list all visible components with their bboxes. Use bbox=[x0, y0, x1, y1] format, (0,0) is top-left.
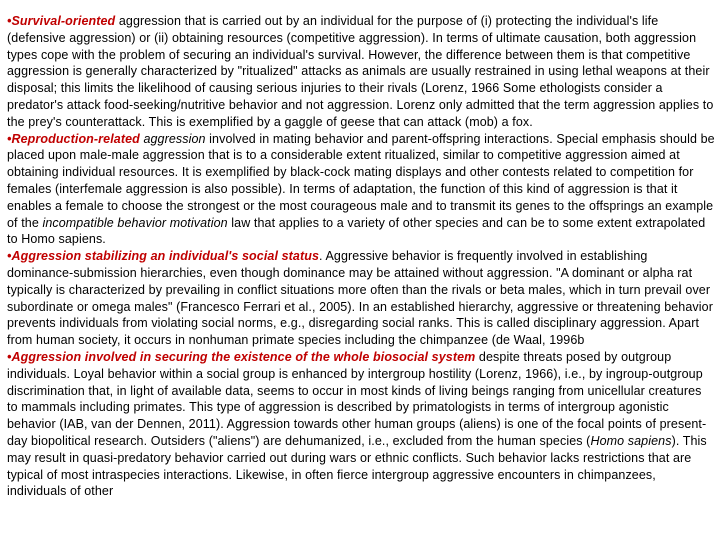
lead-term: •Aggression involved in securing the existence of the whole biosocial system bbox=[7, 349, 476, 364]
lead-term: •Reproduction-related bbox=[7, 131, 140, 146]
paragraph-reproduction-related bbox=[7, 131, 715, 249]
body-text: involved in mating behavior and parent-offspring interactions. Special emphasis should be placed upon male-male aggression that is to a considerable extent ritualized, similar to competitive aggression aimed at obtaining individual resources. It is exemplified by black-cock mating displays and other contests related to competition for females (interfemale aggression is also possible). In terms of adaptation, the function of this kind of aggression is that it enables a female to choose the strongest or the most courageous male and to transmit its genes to the offsprings an example of the bbox=[7, 131, 715, 230]
paragraph-social-status bbox=[7, 248, 715, 349]
italic-text: aggression bbox=[139, 131, 206, 146]
body-text: . Aggressive behavior is frequently involved in establishing dominance-submission hierarchies, even though dominance may be attained without aggression. "A dominant or alpha rat typically is characterized by prevailing in conflict situations more often than the rivals or beta males, which in turn prevail over subordinate or omega males" (Francesco Ferrari et al., 2005). In an established hierarchy, aggressive or threatening behavior prevents individuals from violating social norms, e.g., disregarding social ranks. This is called disciplinary aggression. Apart from human society, it occurs in nonhuman primate species including the chimpanzee (de Waal, 1996b bbox=[7, 249, 713, 348]
body-text: ). This may result in quasi-predatory behavior carried out during wars or ethnic conflicts. Such behavior lacks restrictions that are typical of most intraspecies interactions. Likewise, in often fierce intergroup aggressive encounters in chimpanzees, individuals of other bbox=[7, 433, 707, 499]
italic-text: incompatible behavior motivation bbox=[42, 215, 228, 230]
lead-term: •Aggression stabilizing an individual's social status bbox=[7, 249, 320, 264]
lead-term: •Survival-oriented bbox=[7, 14, 116, 28]
paragraph-survival-oriented bbox=[7, 13, 715, 131]
italic-text: Homo sapiens bbox=[590, 433, 672, 448]
body-text: despite threats posed by outgroup individuals. Loyal behavior within a social group is enhanced by intergroup hostility (Lorenz, 1966), i.e., by ingroup-outgroup discrimination that, in light of available data, seems to occur in most kinds of living beings ranging from unicellular creatures to mammals including primates. This type of aggression is described by primatologists in terms of intergroup agonistic behavior (IAB, van der Dennen, 2011). Aggression towards other human groups (aliens) is one of the focal points of present-day biopolitical research. Outsiders ("aliens") are dehumanized, i.e., excluded from the human species ( bbox=[7, 349, 707, 448]
paragraph-biosocial-system bbox=[7, 349, 715, 500]
body-text: law that applies to a variety of other species and can be to some extent extrapolated to Homo sapiens. bbox=[7, 215, 706, 247]
document-body bbox=[7, 13, 715, 500]
body-text: aggression that is carried out by an individual for the purpose of (i) protecting the individual's life (defensive aggression) or (ii) obtaining resources (competitive aggression). In terms of ultimate causation, both aggression types cope with the problem of securing an individual's survival. However, the difference between them is that competitive aggression is generally characterized by "ritualized" attacks as animals are usually restrained in using lethal weapons at their disposal; this limits the likelihood of causing serious injuries to their rivals (Lorenz, 1966 Some ethologists consider a predator's attack food-seeking/nutritive behavior and not aggression. Lorenz only admitted that the term aggression applies to the prey's counterattack. This is exemplified by a gaggle of geese that can attack (mob) a fox. bbox=[7, 14, 714, 129]
